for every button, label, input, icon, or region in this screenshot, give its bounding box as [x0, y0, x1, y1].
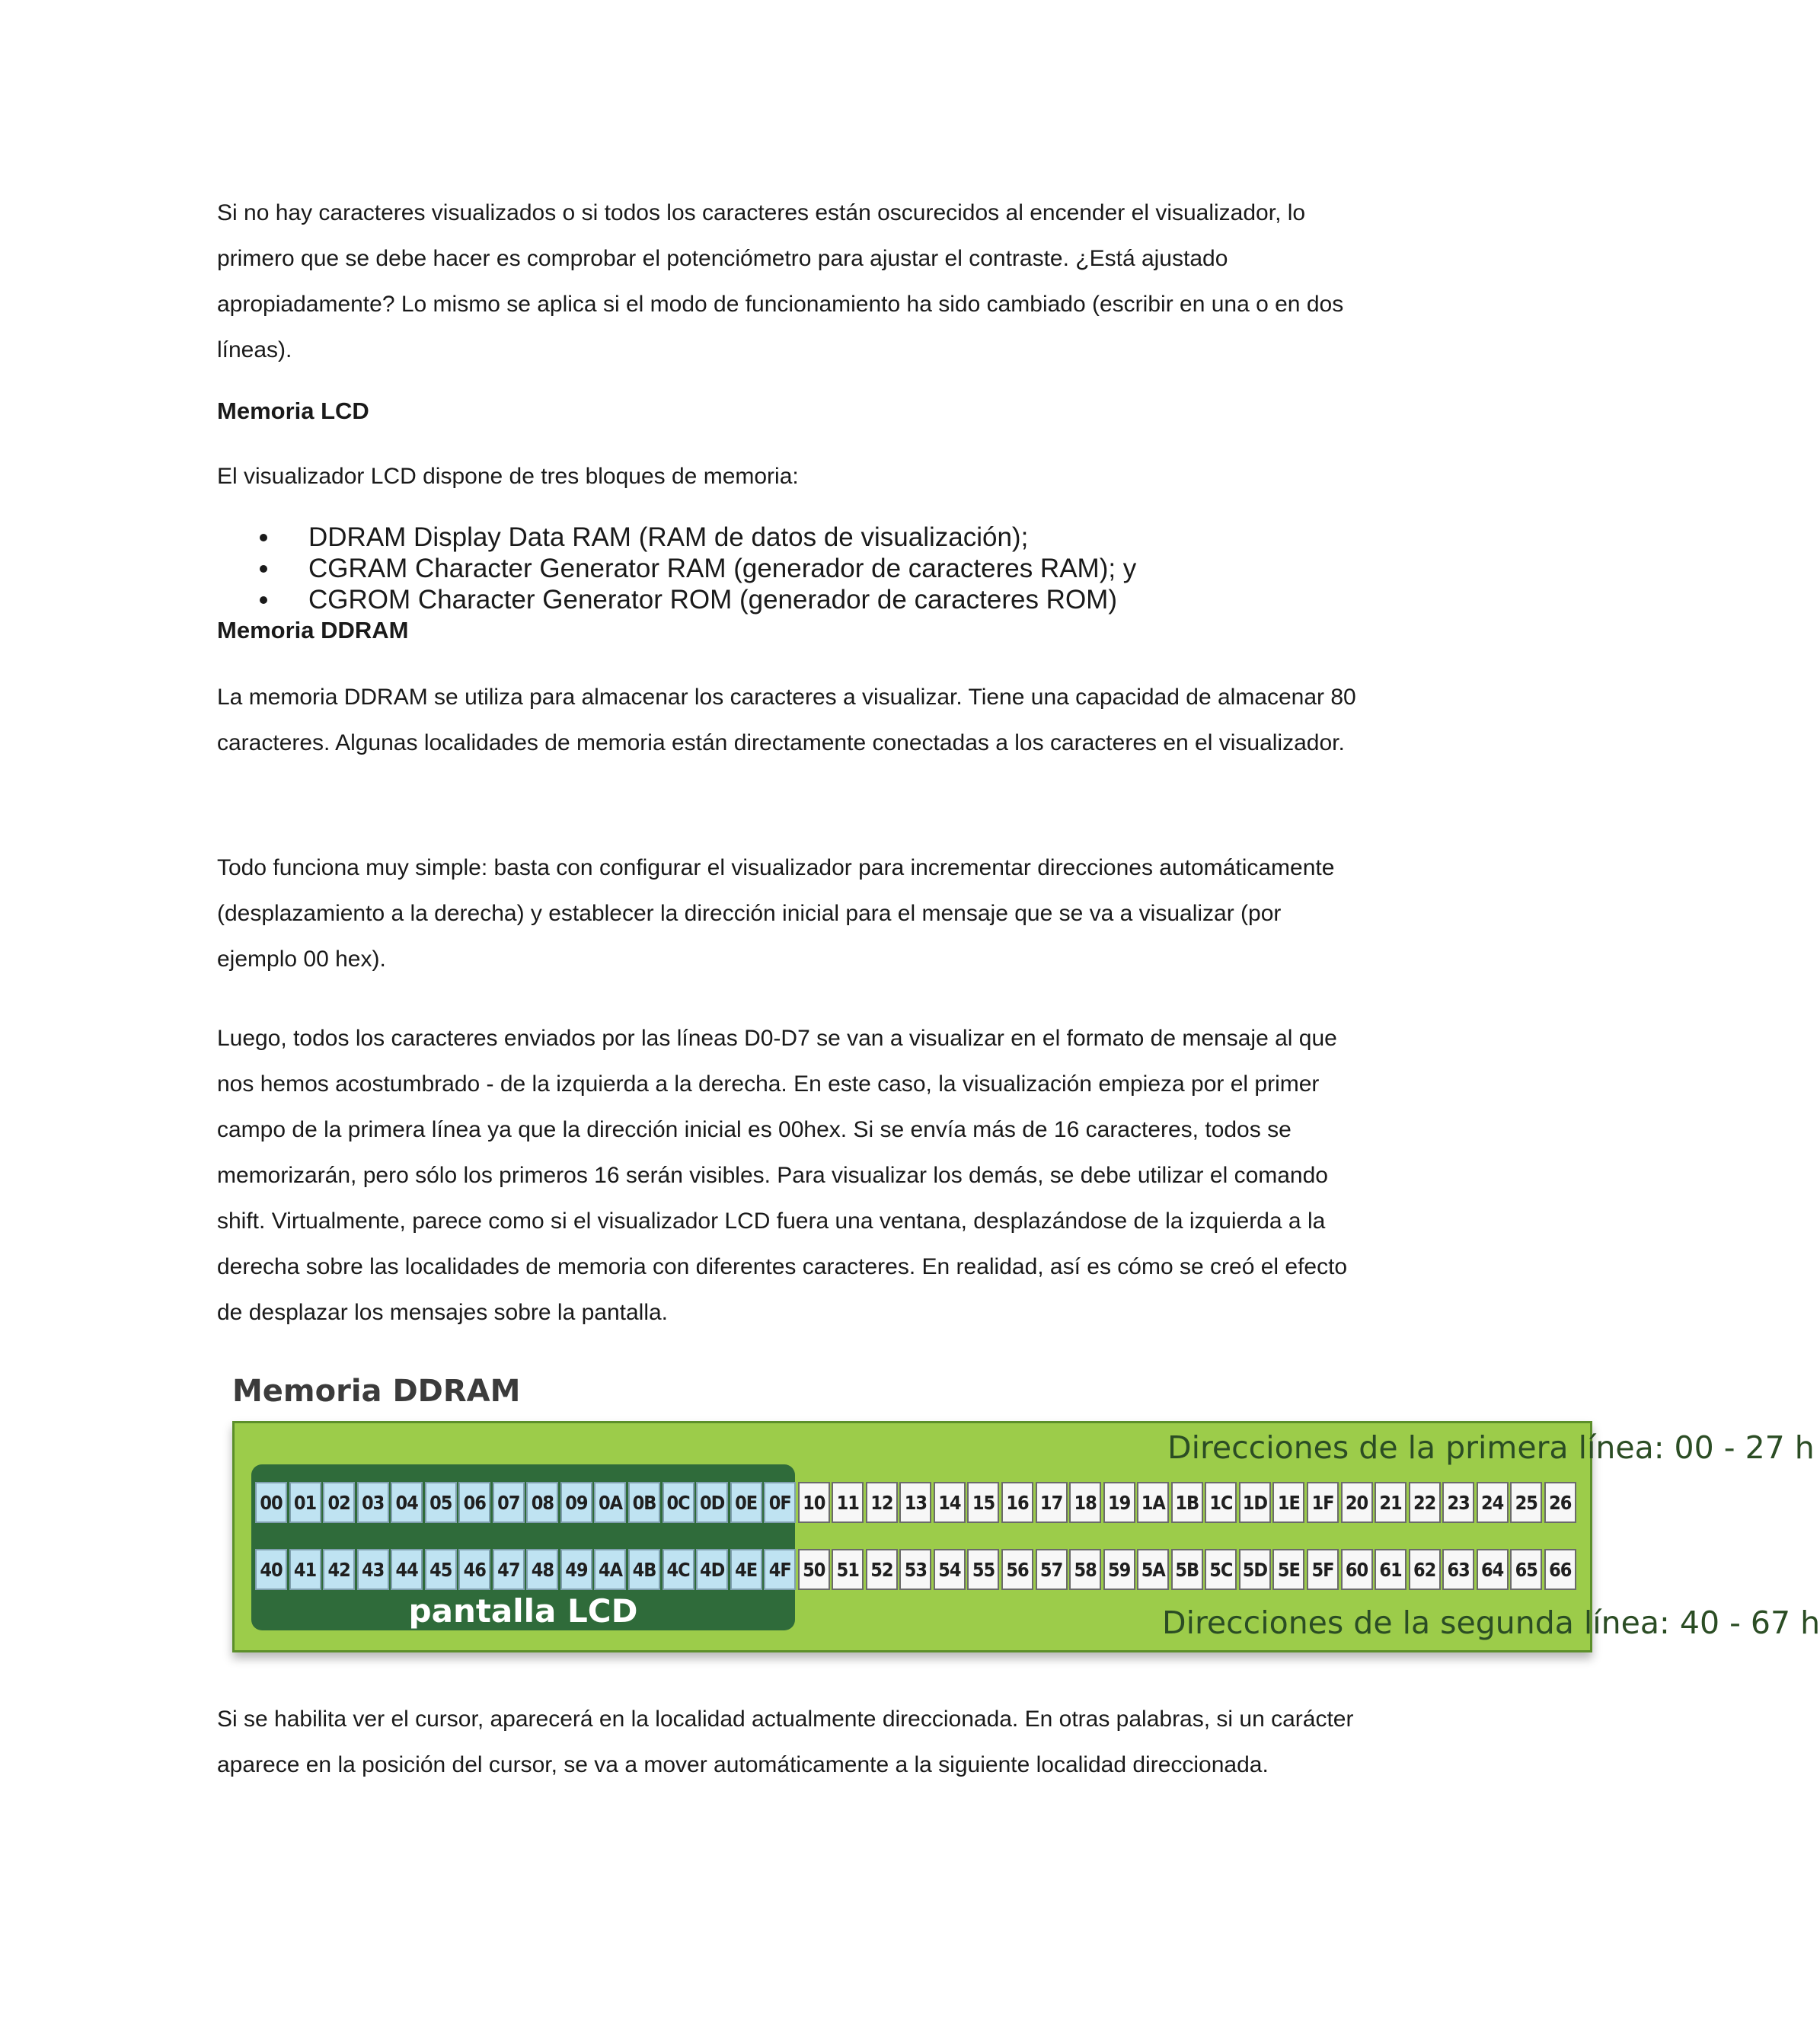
heading-memoria-lcd: Memoria LCD [217, 398, 369, 424]
list-item-text: CGRAM Character Generator RAM (generador de caracteres RAM); y [308, 554, 1137, 583]
diagram-title: Memoria DDRAM [232, 1374, 521, 1409]
address-cell: 20 [1341, 1482, 1373, 1523]
paragraph-intro: Si no hay caracteres visualizados o si todos los caracteres están oscurecidos al encender el visualizador, lo primero que se debe hacer es comprobar el potenciómetro para ajustar el contraste. ¿Está ajustado apropiadamente? Lo mismo se aplica si el modo de funcionamiento ha sido cambiado (escribir en una o en dos líneas). [217, 200, 1344, 362]
address-cell: 05 [425, 1482, 457, 1523]
address-cell: 16 [1001, 1482, 1033, 1523]
address-cell: 19 [1103, 1482, 1135, 1523]
address-cell: 07 [493, 1482, 525, 1523]
address-cell: 60 [1341, 1549, 1373, 1590]
address-cell: 51 [832, 1549, 864, 1590]
ddram-diagram [217, 1363, 1820, 1698]
address-cell: 23 [1442, 1482, 1474, 1523]
address-cell: 5F [1307, 1549, 1339, 1590]
address-cell: 10 [798, 1482, 830, 1523]
address-cell: 5A [1137, 1549, 1169, 1590]
bullet-icon [260, 534, 267, 541]
address-cell: 01 [289, 1482, 321, 1523]
address-cell: 17 [1036, 1482, 1068, 1523]
address-cell: 25 [1510, 1482, 1542, 1523]
address-cell: 4B [628, 1549, 660, 1590]
paragraph-ddram-description: La memoria DDRAM se utiliza para almacenar los caracteres a visualizar. Tiene una capacidad de almacenar 80 caracteres. Algunas localidades de memoria están directamente conectadas a los caracteres en el visualizador. [217, 685, 1356, 755]
paragraph-shift-explanation: Luego, todos los caracteres enviados por las líneas D0-D7 se van a visualizar en el formato de mensaje al que nos hemos acostumbrado - de la izquierda a la derecha. En este caso, la visualización empieza por el primer campo de la primera línea ya que la dirección inicial es 00hex. Si se envía más de 16 caracteres, todos se memorizarán, pero sólo los primeros 16 serán visibles. Para visualizar los demás, se debe utilizar el comando shift. Virtualmente, parece como si el visualizador LCD fuera una ventana, desplazándose de la izquierda a la derecha sobre las localidades de memoria con diferentes caracteres. En realidad, así es cómo se creó el efecto de desplazar los mensajes sobre la pantalla. [217, 1026, 1348, 1325]
address-cell: 48 [526, 1549, 558, 1590]
address-cell: 1D [1239, 1482, 1271, 1523]
address-cell: 4D [696, 1549, 728, 1590]
lcd-screen-label: pantalla LCD [408, 1592, 638, 1630]
address-cell: 63 [1442, 1549, 1474, 1590]
address-cell: 0E [730, 1482, 762, 1523]
second-line-address-row [255, 1549, 1578, 1590]
address-cell: 5D [1239, 1549, 1271, 1590]
address-cell: 52 [866, 1549, 898, 1590]
address-cell: 0F [764, 1482, 796, 1523]
address-cell: 13 [899, 1482, 931, 1523]
memory-block-list [217, 522, 1136, 615]
list-item [217, 553, 1136, 584]
address-cell: 46 [458, 1549, 490, 1590]
second-line-address-label: Direcciones de la segunda línea: 40 - 67 h [1162, 1605, 1820, 1641]
paragraph-how-it-works: Todo funciona muy simple: basta con configurar el visualizador para incrementar direcciones automáticamente (desplazamiento a la derecha) y establecer la dirección inicial para el mensaje que se va a visualizar (por ejemplo 00 hex). [217, 855, 1335, 972]
address-cell: 5E [1272, 1549, 1304, 1590]
address-cell: 09 [560, 1482, 592, 1523]
address-cell: 54 [934, 1549, 966, 1590]
address-cell: 1E [1272, 1482, 1304, 1523]
address-cell: 55 [967, 1549, 999, 1590]
address-cell: 06 [458, 1482, 490, 1523]
paragraph-memory-blocks: El visualizador LCD dispone de tres bloques de memoria: [217, 464, 799, 489]
address-cell: 21 [1375, 1482, 1407, 1523]
address-cell: 18 [1069, 1482, 1101, 1523]
first-line-address-row [255, 1482, 1578, 1523]
address-cell: 1B [1171, 1482, 1203, 1523]
address-cell: 4E [730, 1549, 762, 1590]
heading-memoria-ddram: Memoria DDRAM [217, 617, 409, 643]
address-cell: 14 [934, 1482, 966, 1523]
address-cell: 00 [255, 1482, 287, 1523]
address-cell: 08 [526, 1482, 558, 1523]
list-item [217, 522, 1136, 553]
address-cell: 40 [255, 1549, 287, 1590]
address-cell: 43 [357, 1549, 389, 1590]
address-cell: 15 [967, 1482, 999, 1523]
address-cell: 24 [1477, 1482, 1509, 1523]
bullet-icon [260, 596, 267, 604]
address-cell: 57 [1036, 1549, 1068, 1590]
address-cell: 0C [663, 1482, 694, 1523]
address-cell: 4F [764, 1549, 796, 1590]
address-cell: 53 [899, 1549, 931, 1590]
list-item-text: DDRAM Display Data RAM (RAM de datos de visualización); [308, 522, 1029, 552]
address-cell: 65 [1510, 1549, 1542, 1590]
address-cell: 47 [493, 1549, 525, 1590]
bullet-icon [260, 565, 267, 573]
address-cell: 59 [1103, 1549, 1135, 1590]
address-cell: 5C [1205, 1549, 1237, 1590]
address-cell: 26 [1544, 1482, 1576, 1523]
address-cell: 11 [832, 1482, 864, 1523]
address-cell: 4C [663, 1549, 694, 1590]
address-cell: 49 [560, 1549, 592, 1590]
list-item [217, 584, 1136, 615]
address-cell: 02 [323, 1482, 355, 1523]
address-cell: 42 [323, 1549, 355, 1590]
first-line-address-label: Direcciones de la primera línea: 00 - 27 h [1167, 1429, 1815, 1466]
address-cell: 22 [1409, 1482, 1441, 1523]
address-cell: 64 [1477, 1549, 1509, 1590]
address-cell: 03 [357, 1482, 389, 1523]
ddram-address-panel [232, 1421, 1820, 1652]
address-cell: 5B [1171, 1549, 1203, 1590]
address-cell: 62 [1409, 1549, 1441, 1590]
address-cell: 44 [391, 1549, 423, 1590]
address-cell: 56 [1001, 1549, 1033, 1590]
address-cell: 4A [594, 1549, 626, 1590]
address-cell: 04 [391, 1482, 423, 1523]
address-cell: 12 [866, 1482, 898, 1523]
address-cell: 50 [798, 1549, 830, 1590]
list-item-text: CGROM Character Generator ROM (generador de caracteres ROM) [308, 585, 1117, 615]
address-cell: 66 [1544, 1549, 1576, 1590]
address-cell: 45 [425, 1549, 457, 1590]
address-cell: 41 [289, 1549, 321, 1590]
address-cell: 1A [1137, 1482, 1169, 1523]
address-cell: 1C [1205, 1482, 1237, 1523]
address-cell: 0A [594, 1482, 626, 1523]
address-cell: 0B [628, 1482, 660, 1523]
address-cell: 1F [1307, 1482, 1339, 1523]
address-cell: 58 [1069, 1549, 1101, 1590]
address-cell: 0D [696, 1482, 728, 1523]
address-cell: 61 [1375, 1549, 1407, 1590]
paragraph-cursor: Si se habilita ver el cursor, aparecerá en la localidad actualmente direccionada. En otras palabras, si un carácter aparece en la posición del cursor, se va a mover automáticamente a la siguiente localidad direccionada. [217, 1707, 1354, 1777]
